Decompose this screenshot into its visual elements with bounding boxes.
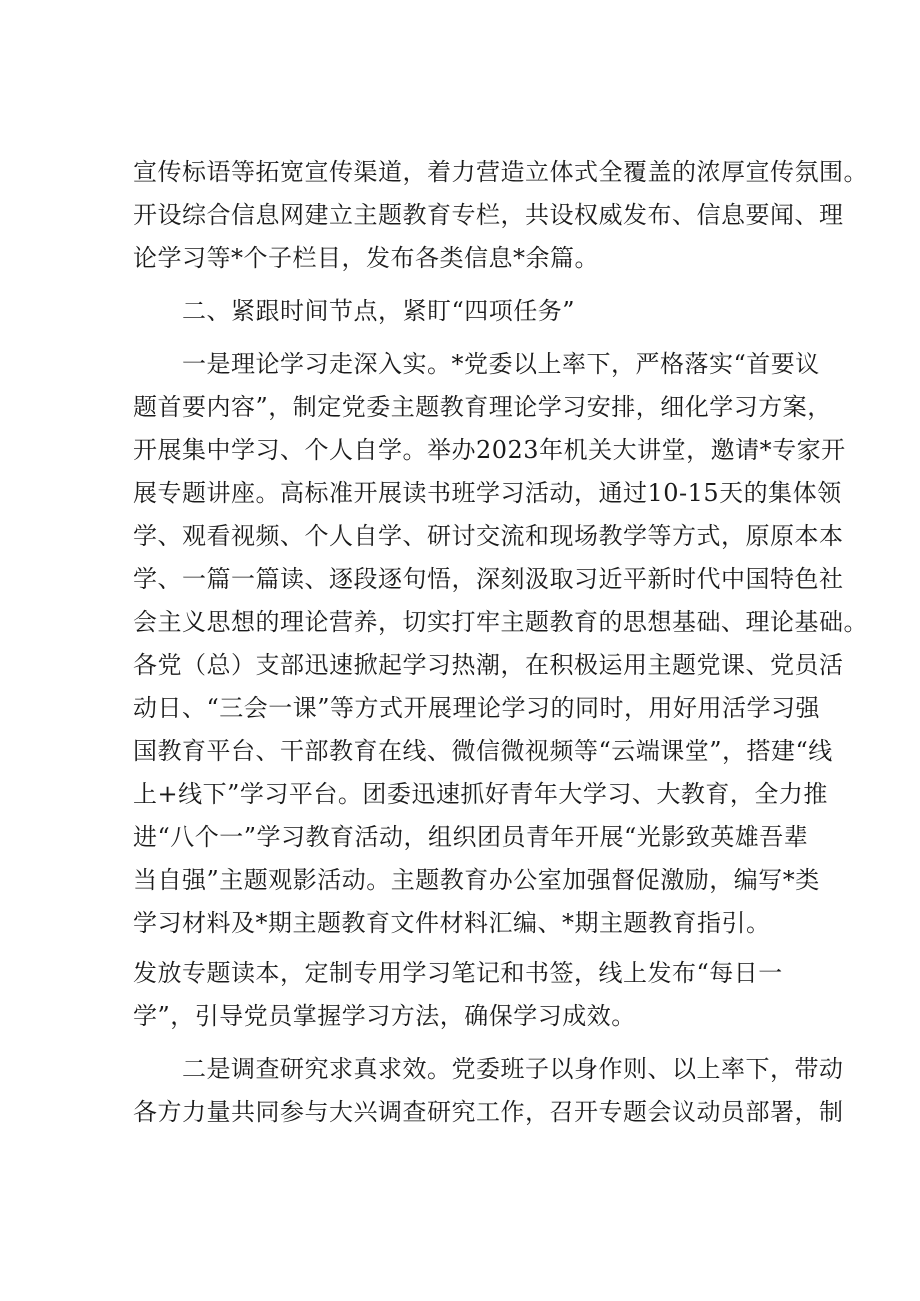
text-line: 各方力量共同参与大兴调查研究工作，召开专题会议动员部署，制 <box>133 1098 844 1126</box>
section-heading: 二、紧跟时间节点，紧盯“四项任务” <box>182 297 576 325</box>
text-line: 会主义思想的理论营养，切实打牢主题教育的思想基础、理论基础。 <box>133 608 868 636</box>
text-line: 题首要内容”，制定党委主题教育理论学习安排，细化学习方案， <box>133 393 832 421</box>
text-line: 学”，引导党员掌握学习方法，确保学习成效。 <box>133 1002 636 1030</box>
text-line: 国教育平台、干部教育在线、微信微视频等“云端课堂”，搭建“线 <box>133 737 833 765</box>
text-line: 动日、“三会一课”等方式开展理论学习的同时，用好用活学习强 <box>133 694 821 722</box>
text-line: 各党（总）支部迅速掀起学习热潮，在积极运用主题党课、党员活 <box>133 651 844 679</box>
text-line: 当自强”主题观影活动。主题教育办公室加强督促激励，编写*类 <box>133 866 820 894</box>
text-line: 一是理论学习走深入实。*党委以上率下，严格落实“首要议 <box>182 350 820 378</box>
text-line: 开展集中学习、个人自学。举办2023年机关大讲堂，邀请*专家开 <box>133 436 846 464</box>
text-line: 进“八个一”学习教育活动，组织团员青年开展“光影致英雄吾辈 <box>133 823 809 851</box>
text-line: 开设综合信息网建立主题教育专栏，共设权威发布、信息要闻、理 <box>133 201 844 229</box>
text-line: 学、一篇一篇读、逐段逐句悟，深刻汲取习近平新时代中国特色社 <box>133 565 844 593</box>
text-line: 展专题讲座。高标准开展读书班学习活动，通过10-15天的集体领 <box>133 479 842 507</box>
text-line: 上+线下”学习平台。团委迅速抓好青年大学习、大教育，全力推 <box>133 780 828 808</box>
text-line: 学、观看视频、个人自学、研讨交流和现场教学等方式，原原本本 <box>133 522 844 550</box>
text-line: 发放专题读本，定制专用学习笔记和书签，线上发布“每日一 <box>133 959 783 987</box>
text-line: 论学习等*个子栏目，发布各类信息*余篇。 <box>133 244 599 272</box>
text-line: 宣传标语等拓宽宣传渠道，着力营造立体式全覆盖的浓厚宣传氛围。 <box>133 158 868 186</box>
text-line: 二是调查研究求真求效。党委班子以身作则、以上率下，带动 <box>182 1055 844 1083</box>
text-line: 学习材料及*期主题教育文件材料汇编、*期主题教育指引。 <box>133 909 771 937</box>
